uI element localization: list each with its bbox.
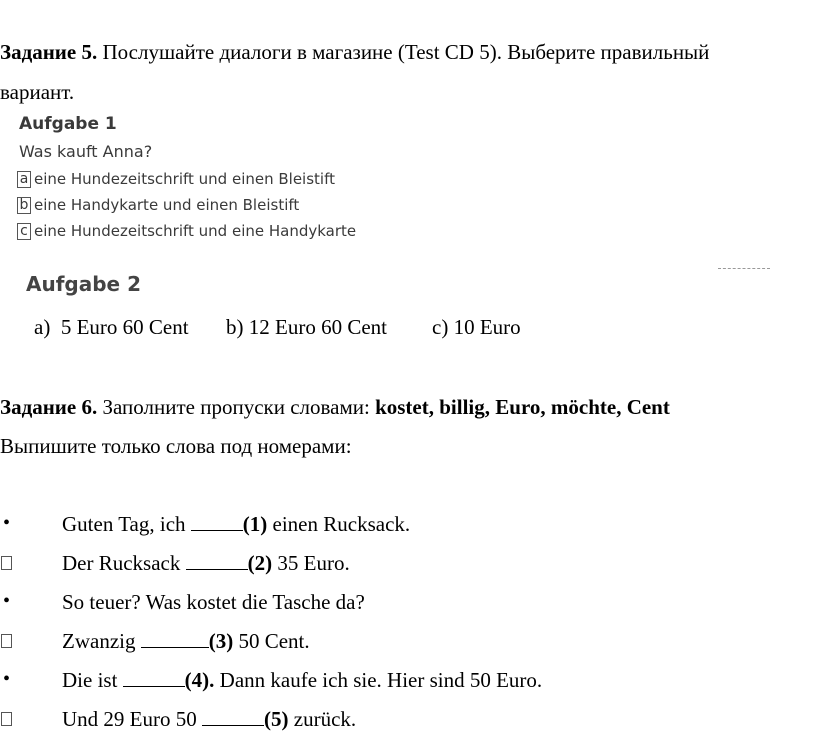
dialogue-line-5: [62, 668, 542, 693]
dialogue-text: Zwanzig: [62, 629, 141, 653]
option-letter-box: b: [17, 197, 31, 214]
blank-number: (4).: [184, 668, 215, 692]
option-text: eine Hundezeitschrift und einen Bleistift: [34, 170, 335, 188]
dialogue-text: Der Rucksack: [62, 551, 186, 575]
aufgabe2-option-a: 5 Euro 60 Cent: [60, 315, 189, 339]
option-text: eine Hundezeitschrift und eine Handykarte: [34, 222, 357, 240]
option-letter-box: a: [17, 171, 31, 188]
option-text: eine Handykarte und einen Bleistift: [34, 196, 300, 214]
bullet-dot: •: [3, 590, 11, 612]
aufgabe2-option-c-wrap: [432, 315, 521, 340]
answer-blank-4: [123, 669, 185, 687]
aufgabe2-option-c: 10 Euro: [453, 315, 521, 339]
answer-blank-2: [186, 552, 248, 570]
dialogue-text: zurück.: [288, 707, 357, 731]
blank-number: (1): [242, 512, 268, 536]
dialogue-line-6: [62, 707, 356, 732]
dialogue-line-3: [62, 590, 365, 615]
aufgabe2-title: Aufgabe 2: [26, 272, 141, 296]
aufgabe1-option-a: [17, 170, 335, 188]
blank-number: (2): [247, 551, 273, 575]
task5-instruction-cont: вариант.: [0, 80, 75, 104]
task5-instruction: Послушайте диалоги в магазине (Test CD 5). Выберите правильный: [102, 40, 710, 64]
dialogue-text: einen Rucksack.: [267, 512, 411, 536]
bullet-dot: •: [3, 668, 11, 690]
aufgabe2-option-b-wrap: [226, 315, 387, 340]
task6-label: Задание 6.: [0, 395, 98, 419]
missing-glyph-icon: [1, 712, 12, 726]
bullet-dot: •: [3, 512, 11, 534]
missing-glyph-icon: [1, 556, 12, 570]
aufgabe2-option-b: 12 Euro 60 Cent: [248, 315, 387, 339]
aufgabe2-options: [34, 315, 189, 340]
answer-blank-1: [191, 513, 243, 531]
dialogue-text: Guten Tag, ich: [62, 512, 191, 536]
dialogue-text: Dann kaufe ich sie. Hier sind 50 Euro.: [214, 668, 543, 692]
dialogue-line-4: [62, 629, 310, 654]
blank-number: (5): [264, 707, 289, 731]
task6-instruction: Заполните пропуски словами:: [102, 395, 376, 419]
task5-heading: [0, 40, 709, 65]
missing-glyph-icon: [1, 634, 12, 648]
answer-blank-5: [202, 708, 264, 726]
dialogue-line-2: [62, 551, 350, 576]
task6-instruction-cont: Выпишите только слова под номерами:: [0, 434, 352, 458]
dialogue-text: So teuer? Was kostet die Tasche da?: [62, 590, 365, 614]
blank-number: (3): [208, 629, 234, 653]
aufgabe1-option-c: [17, 222, 356, 240]
aufgabe1-title: Aufgabe 1: [19, 114, 117, 134]
dialogue-text: 35 Euro.: [272, 551, 350, 575]
scan-artifact-line: [718, 268, 770, 269]
task6-heading: [0, 395, 670, 420]
task6-word-list: kostet, billig, Euro, möchte, Cent: [375, 395, 670, 419]
dialogue-text: Die ist: [62, 668, 123, 692]
dialogue-text: 50 Cent.: [233, 629, 310, 653]
option-letter-box: c: [17, 223, 31, 240]
aufgabe2-option-c-letter: c): [432, 315, 449, 339]
aufgabe2-option-b-letter: b): [226, 315, 244, 339]
task5-label: Задание 5.: [0, 40, 98, 64]
aufgabe1-option-b: [17, 196, 299, 214]
dialogue-line-1: [62, 512, 410, 537]
aufgabe1-question: Was kauft Anna?: [19, 142, 153, 161]
dialogue-text: Und 29 Euro 50: [62, 707, 202, 731]
aufgabe2-option-a-letter: a): [34, 315, 51, 339]
answer-blank-3: [141, 630, 209, 648]
